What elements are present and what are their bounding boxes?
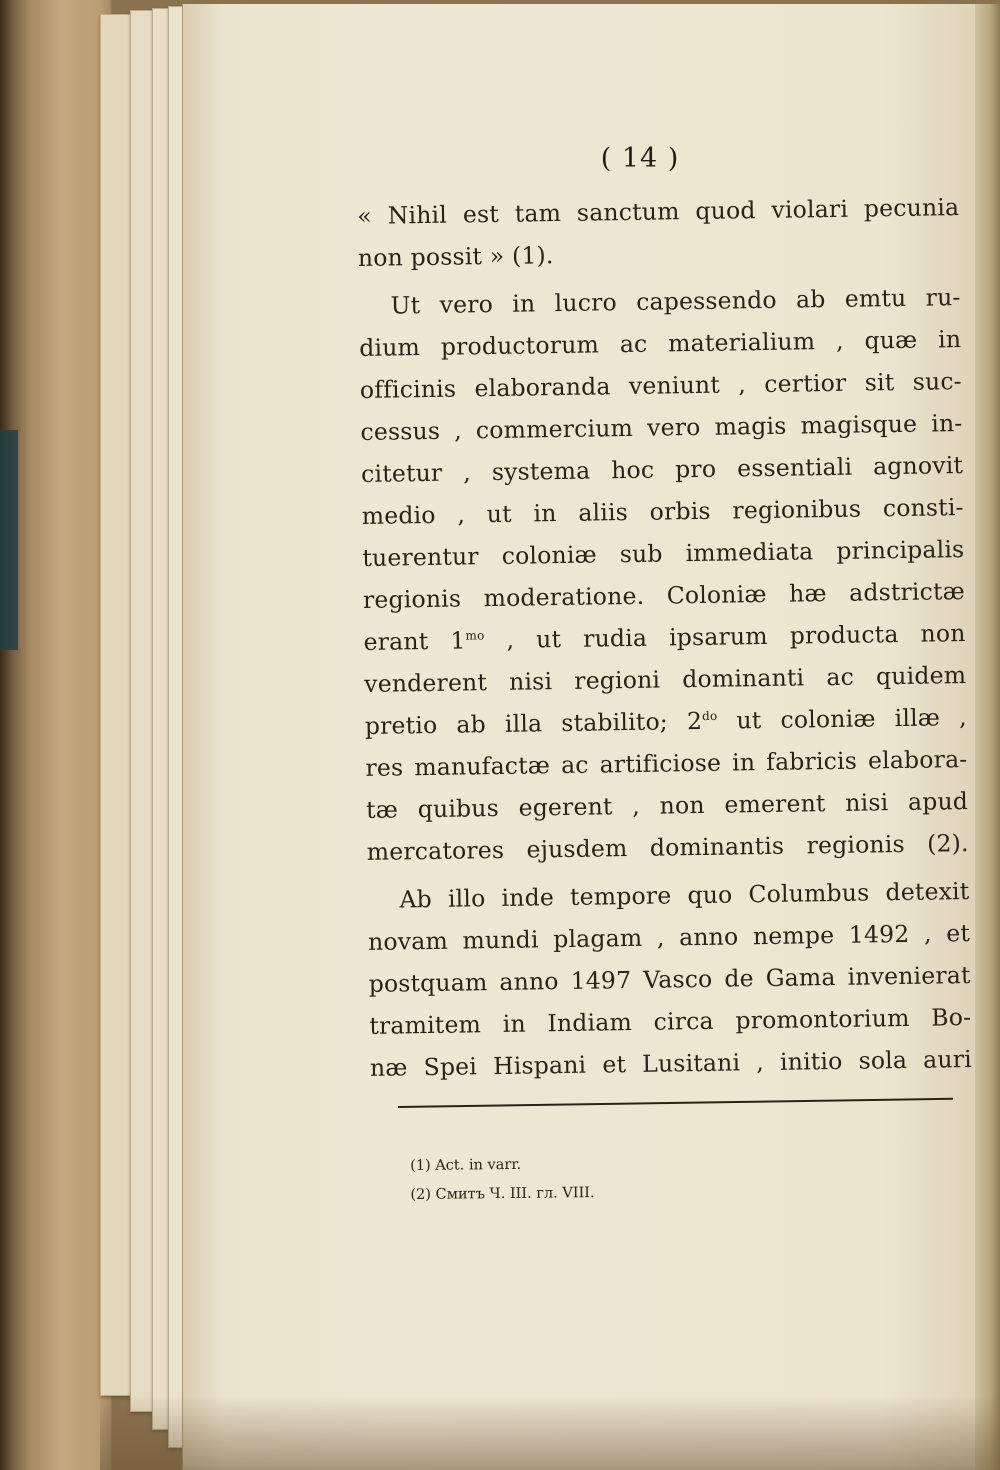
text-line: regionis moderatione. Coloniæ hæ adstrictæ [362, 577, 966, 614]
footnotes [410, 1148, 811, 1210]
text-line: cessus , commercium vero magis magisque in- [360, 409, 963, 446]
text-fragment: , ut rudia ipsarum producta non [484, 619, 966, 655]
text-line: Ut vero in lucro capessendo ab emtu ru- [390, 283, 961, 320]
text-fragment: ut coloniæ illæ , [717, 703, 968, 735]
text-line: novam mundi plagam , anno nempe 1492 , et [367, 918, 971, 956]
text-line: næ Spei Hispani et Lusitani , initio sola auri [369, 1044, 973, 1082]
text-line: medio , ut in aliis orbis regionibus consti- [361, 493, 964, 530]
text-line: officinis elaboranda veniunt , certior sit suc- [359, 367, 963, 404]
spine-stripe [0, 430, 18, 650]
footnote-2: (2) Смитъ Ч. III. гл. VIII. [410, 1185, 595, 1203]
text-line: non possit » (1). [357, 241, 554, 272]
body-text [357, 186, 972, 1089]
text-line: tramitem in Indiam circa promontorium Bo- [369, 1002, 972, 1040]
text-line: « Nihil est tam sanctum quod violari pecunia [357, 193, 960, 230]
text-line: postquam anno 1497 Vasco de Gama invenierat [368, 960, 971, 998]
text-line: res manufactæ ac artificiose in fabricis elabora- [365, 745, 968, 782]
ordinal-suffix: mo [465, 628, 485, 643]
text-fragment: pretio ab illa stabilito; 2 [364, 706, 703, 740]
text-line: tæ quibus egerent , non emerent nisi apud [365, 787, 969, 824]
text-line: citetur , systema hoc pro essentiali agnovit [360, 451, 964, 488]
text-line: Ab illo inde tempore quo Columbus detexit [399, 876, 970, 914]
text-line: dium productorum ac materialium , quæ in [359, 325, 962, 362]
page-edge [975, 4, 1000, 1470]
text-line: mercatores ejusdem dominantis regionis (2). [366, 828, 969, 866]
text-fragment: erant 1 [363, 626, 466, 656]
ordinal-suffix: do [701, 708, 718, 724]
text-line: venderent nisi regioni dominanti ac quidem [364, 661, 967, 698]
page-number: ( 14 ) [600, 143, 680, 174]
text-line: tuerentur coloniæ sub immediata principalis [362, 535, 965, 572]
footnote-1: (1) Act. in varr. [410, 1156, 522, 1174]
page-shadow [100, 1395, 1000, 1470]
